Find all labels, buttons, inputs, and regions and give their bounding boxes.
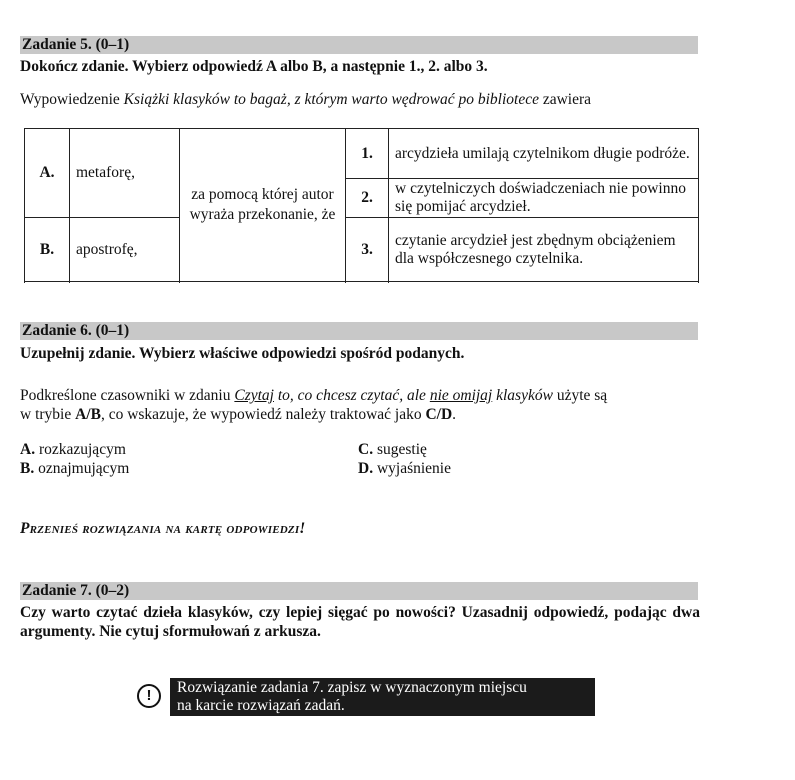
task7-instruction: Czy warto czytać dzieła klasyków, czy lepiej sięgać po nowości? Uzasadnij odpowiedź, podając dwa argumenty. Nie cytuj sformułowań z arkusza. [20, 604, 700, 640]
transfer-note: Przenieś rozwiązania na kartę odpowiedzi! [20, 520, 306, 537]
option-3-num: 3. [346, 218, 389, 282]
task6-header: Zadanie 6. (0–1) [20, 322, 698, 340]
task6-option-c: C. sugestię [358, 441, 427, 458]
task6-option-b: B. oznajmującym [20, 460, 130, 477]
option-b-text: apostrofę, [70, 218, 180, 282]
option-a-letter: A. [25, 129, 70, 218]
option-a-text: metaforę, [70, 129, 180, 218]
option-b-letter: B. [25, 218, 70, 282]
task7-note-box: Rozwiązanie zadania 7. zapisz w wyznaczonym miejscu na karcie rozwiązań zadań. [170, 678, 595, 716]
task6-instruction: Uzupełnij zdanie. Wybierz właściwe odpowiedzi spośród podanych. [20, 345, 465, 362]
option-1-num: 1. [346, 129, 389, 179]
task5-header: Zadanie 5. (0–1) [20, 36, 698, 54]
option-2-num: 2. [346, 179, 389, 218]
task6-option-d: D. wyjaśnienie [358, 460, 451, 477]
task6-sentence: Podkreślone czasowniki w zdaniu Czytaj to, co chcesz czytać, ale nie omijaj klasyków użyte są w trybie A/B, co wskazuje, że wypowiedź należy traktować jako C/D. [20, 387, 608, 423]
option-3-text: czytanie arcydzieł jest zbędnym obciążeniem dla współczesnego czytelnika. [389, 218, 699, 282]
option-1-text: arcydzieła umilają czytelnikom długie podróże. [389, 129, 699, 179]
task7-header: Zadanie 7. (0–2) [20, 582, 698, 600]
exclamation-icon: ! [137, 684, 161, 708]
option-2-text: w czytelniczych doświadczeniach nie powinno się pomijać arcydzieł. [389, 179, 699, 218]
task5-middle-text: za pomocą której autor wyraża przekonanie, że [180, 129, 346, 282]
task5-instruction: Dokończ zdanie. Wybierz odpowiedź A albo B, a następnie 1., 2. albo 3. [20, 58, 488, 75]
task5-answer-table [24, 128, 699, 282]
task6-option-a: A. rozkazującym [20, 441, 126, 458]
task5-stem: Wypowiedzenie Książki klasyków to bagaż, z którym warto wędrować po bibliotece zawiera [20, 91, 592, 108]
